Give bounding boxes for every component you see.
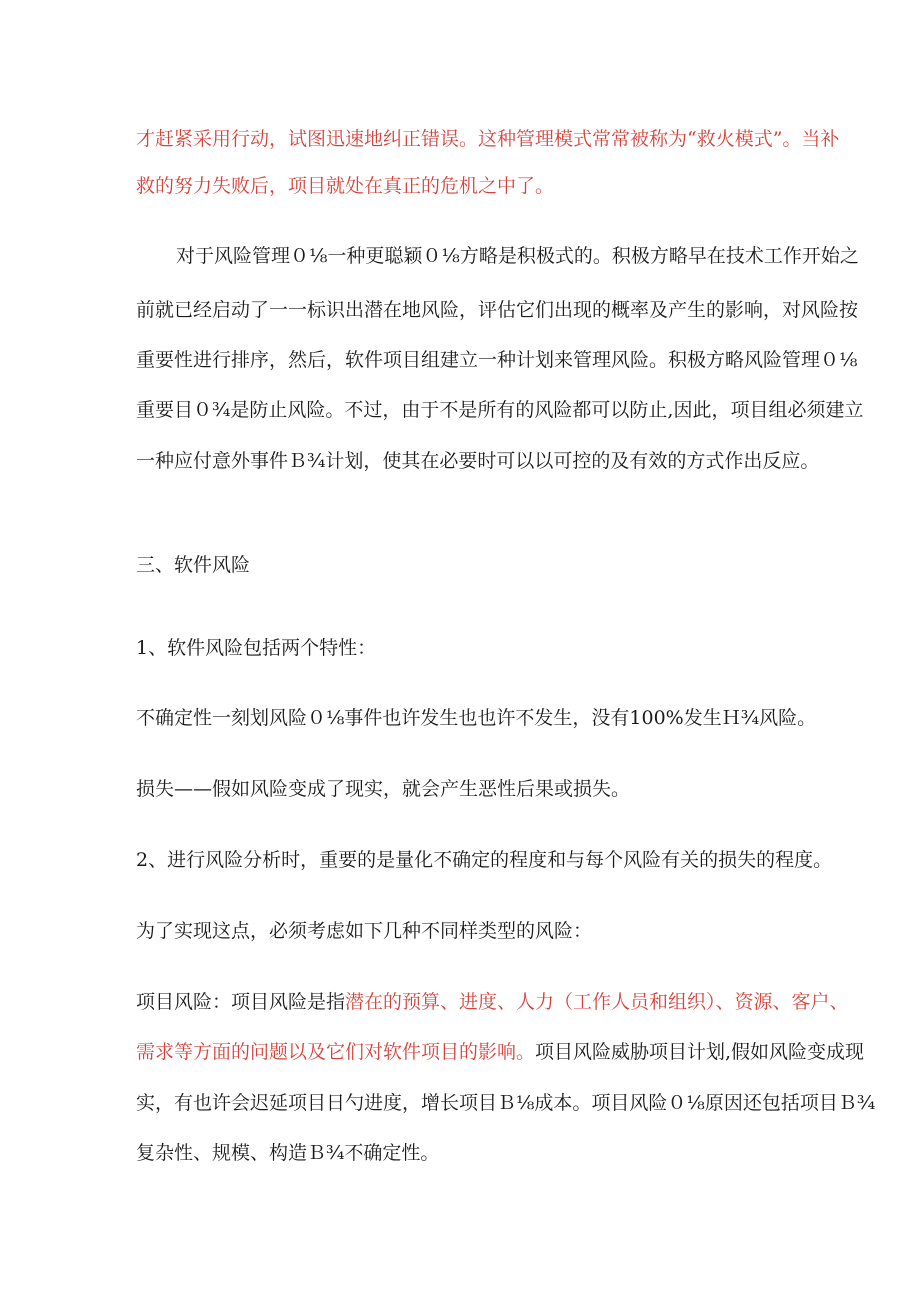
proactive-line-4: 重要目０¾是防止风险。不过，由于不是所有的风险都可以防止,因此，项目组必须建立	[136, 399, 864, 421]
project-risk-line-4: 复杂性、规模、构造Ｂ¾不确定性。	[136, 1142, 440, 1164]
proactive-line-1: 对于风险管理０⅛一种更聪颖０⅛方略是积极式的。积极方略早在技术工作开始之	[176, 245, 859, 267]
section-heading: 三、软件风险	[136, 554, 251, 576]
risk-types-intro: 为了实现这点，必须考虑如下几种不同样类型的风险：	[136, 920, 593, 942]
proactive-line-3: 重要性进行排序，然后，软件项目组建立一种计划来管理风险。积极方略风险管理０⅛	[136, 349, 858, 371]
project-risk-line-2	[136, 1037, 865, 1067]
project-risk-line-3: 实，有也许会迟延项目日勺进度，增长项目Ｂ⅛成本。项目风险０⅛原因还包括项目Ｂ¾	[136, 1092, 876, 1114]
project-risk-highlight-2: 需求等方面的问题以及它们对软件项目的影响。	[136, 1041, 536, 1063]
item-2: 2、进行风险分析时，重要的是量化不确定的程度和与每个风险有关的损失的程度。	[136, 849, 833, 871]
fire-mode-line-1: 才赶紧采用行动，试图迅速地纠正错误。这种管理模式常常被称为“救火模式”。当补	[136, 128, 840, 150]
uncertainty-definition: 不确定性一刻划风险０⅛事件也许发生也也许不发生，没有100%发生Ｈ¾风险。	[136, 707, 817, 729]
project-risk-highlight-1: 潜在的预算、进度、人力（工作人员和组织）、资源、客户、	[345, 991, 849, 1013]
project-risk-threat-text: 项目风险威胁项目计划,假如风险变成现	[535, 1041, 865, 1063]
project-risk-label: 项目风险：项目风险是指	[136, 991, 346, 1013]
project-risk-line-1	[136, 987, 849, 1017]
loss-definition: 损失——假如风险变成了现实，就会产生恶性后果或损失。	[136, 778, 631, 800]
proactive-line-2: 前就已经启动了一一标识出潜在地风险，评估它们出现的概率及产生的影响，对风险按	[136, 299, 859, 321]
proactive-line-5: 一种应付意外事件Ｂ¾计划，使其在必要时可以以可控的及有效的方式作出反应。	[136, 450, 820, 472]
fire-mode-line-2: 救的努力失败后，项目就处在真正的危机之中了。	[136, 175, 555, 197]
item-1: 1、软件风险包括两个特性：	[136, 637, 377, 659]
